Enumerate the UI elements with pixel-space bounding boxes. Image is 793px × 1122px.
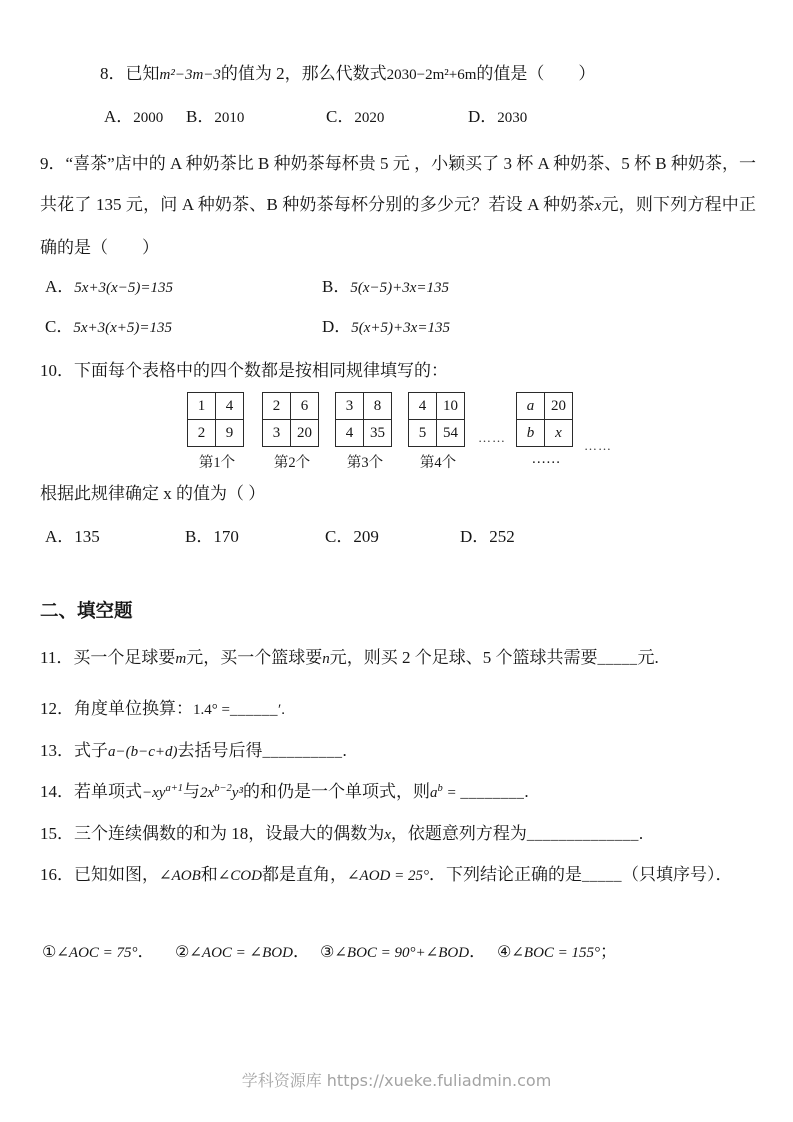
table-cell: a <box>517 393 545 420</box>
question-9-options <box>40 276 756 342</box>
question-16-conclusions <box>40 940 756 966</box>
option-label: D． <box>468 107 498 126</box>
equals-sign: = <box>442 785 461 801</box>
ellipsis-dots: …… <box>478 430 506 445</box>
separator: ． <box>469 942 487 961</box>
option-value: 2010 <box>214 110 245 126</box>
pattern-table-n <box>516 392 573 447</box>
conclusion-2 <box>175 940 310 965</box>
option-label: B． <box>185 527 214 546</box>
q16-angle-aob: ∠AOB <box>159 868 201 884</box>
q12-text: 12．角度单位换算： <box>40 699 193 718</box>
q8-expression-2: 2030−2m²+6m <box>386 67 477 83</box>
table-cell: 4 <box>216 393 244 420</box>
q8-expression-1: m²−3m−3 <box>159 67 221 83</box>
table-cell: 6 <box>291 393 319 420</box>
table-cell: 8 <box>364 393 392 420</box>
option-value: 2000 <box>133 110 164 126</box>
q13-text: . <box>342 741 347 760</box>
table-cell: 4 <box>409 393 437 420</box>
circled-number-icon: ③ <box>320 942 335 961</box>
table-cell: 10 <box>437 393 465 420</box>
option-label: B． <box>322 277 351 296</box>
question-11 <box>40 637 756 680</box>
base: y³ <box>231 785 243 801</box>
option-equation: 5x+3(x−5)=135 <box>74 280 173 296</box>
q10-option-d <box>460 526 515 548</box>
q10-follow-text: 根据此规律确定 x 的值为（ ） <box>40 484 266 503</box>
q16-text: 16．已知如图， <box>40 865 159 884</box>
q16-angle-aod: ∠AOD = 25° <box>346 868 430 884</box>
table-cell: 3 <box>336 393 364 420</box>
q10-text: 10．下面每个表格中的四个数都是按相同规律填写的： <box>40 361 448 380</box>
option-label: C． <box>326 107 355 126</box>
base: 2x <box>200 785 215 801</box>
q9-option-d <box>322 316 450 339</box>
section-title-text: 二、填空题 <box>40 602 133 622</box>
option-label: A． <box>45 277 75 296</box>
q12-unit-mark: ′. <box>277 702 285 718</box>
question-12 <box>40 688 756 731</box>
pattern-table-4-label: 第4个 <box>419 455 457 471</box>
pattern-tables-figure <box>40 392 756 480</box>
answer-blank: _____ <box>582 868 623 884</box>
pattern-table-4 <box>408 392 465 447</box>
conclusion-text: ∠AOC = 75° <box>56 945 138 961</box>
answer-blank: __________ <box>262 744 343 760</box>
table-cell: 5 <box>409 420 437 447</box>
question-14 <box>40 771 756 814</box>
q14-text: 14．若单项式 <box>40 782 142 801</box>
q15-text: . <box>638 824 644 843</box>
table-cell: 3 <box>263 420 291 447</box>
q9-variable-x: x <box>594 198 602 214</box>
circled-number-icon: ④ <box>497 942 512 961</box>
pattern-table-n-label: …… <box>531 451 561 467</box>
q8-option-d <box>468 106 527 129</box>
q11-text: 11．买一个足球要 <box>40 648 176 667</box>
option-label: C． <box>45 317 74 336</box>
q8-text: 的值是（ ） <box>476 64 596 83</box>
table-cell: x <box>545 420 573 447</box>
table-cell: b <box>517 420 545 447</box>
option-value: 170 <box>213 527 239 546</box>
q12-expression: 1.4° = <box>193 702 230 718</box>
answer-blank: ______________ <box>526 827 639 843</box>
q16-text: 都是直角， <box>261 865 347 884</box>
exponent: b−2 <box>214 783 232 794</box>
circled-number-icon: ② <box>175 942 190 961</box>
pattern-table-1 <box>187 392 244 447</box>
q11-variable-n: n <box>322 651 330 667</box>
question-16 <box>40 854 756 897</box>
option-label: A． <box>45 527 75 546</box>
q15-text: ，依题意列方程为 <box>390 824 527 843</box>
q11-text: 元，则买 2 个足球、5 个篮球共需要 <box>329 648 598 667</box>
q16-text: （只填序号）． <box>622 865 733 884</box>
footer-watermark: 学科资源库 https://xueke.fuliadmin.com <box>241 1071 552 1090</box>
option-value: 209 <box>353 527 379 546</box>
q11-text: 元. <box>637 648 659 667</box>
question-10-follow <box>40 473 756 514</box>
table-cell: 9 <box>216 420 244 447</box>
pattern-table-2 <box>262 392 319 447</box>
option-label: D． <box>322 317 352 336</box>
question-15 <box>40 813 756 856</box>
separator: ． <box>137 942 155 961</box>
option-equation: 5x+3(x+5)=135 <box>73 320 173 336</box>
conclusion-text: ∠AOC = ∠BOD <box>189 945 293 961</box>
option-value: 135 <box>74 527 100 546</box>
option-equation: 5(x−5)+3x=135 <box>350 280 450 296</box>
q13-expression: a−(b−c+d) <box>108 744 178 760</box>
table-cell: 2 <box>188 420 216 447</box>
answer-blank: ________ <box>460 785 525 801</box>
q8-option-b <box>186 106 244 129</box>
pattern-table-1-label: 第1个 <box>198 455 236 471</box>
conclusion-3 <box>320 940 486 965</box>
q14-text: . <box>524 782 529 801</box>
table-cell: 20 <box>545 393 573 420</box>
q10-option-b <box>185 526 239 548</box>
q9-option-a <box>45 276 173 299</box>
q10-option-a <box>45 526 100 548</box>
base: −xy <box>142 785 166 801</box>
table-cell: 4 <box>336 420 364 447</box>
question-10-stem <box>40 350 756 391</box>
q13-text: 13．式子 <box>40 741 108 760</box>
q9-option-c <box>45 316 172 339</box>
question-13 <box>40 730 756 773</box>
q16-angle-cod: ∠COD <box>217 868 262 884</box>
separator: ； <box>600 942 618 961</box>
conclusion-text: ∠BOC = 155° <box>511 945 601 961</box>
q14-answer-expression <box>430 785 460 801</box>
option-label: C． <box>325 527 354 546</box>
option-label: B． <box>186 107 215 126</box>
q14-text: 的和仍是一个单项式，则 <box>242 782 430 801</box>
q15-variable-x: x <box>384 827 391 843</box>
option-value: 2030 <box>497 110 528 126</box>
q8-text: 的值为 2，那么代数式 <box>220 64 387 83</box>
circled-number-icon: ① <box>42 942 57 961</box>
option-label: A． <box>104 107 134 126</box>
exponent: a+1 <box>165 783 184 794</box>
answer-blank: ______ <box>229 702 278 718</box>
pattern-table-3-label: 第3个 <box>346 455 384 471</box>
conclusion-text: ∠BOC = 90°+∠BOD <box>334 945 470 961</box>
table-cell: 1 <box>188 393 216 420</box>
q16-text: ．下列结论正确的是 <box>429 865 583 884</box>
table-cell: 54 <box>437 420 465 447</box>
option-value: 252 <box>489 527 515 546</box>
conclusion-1 <box>42 940 155 965</box>
q9-text: 元，则下列方程中正确的是（ ） <box>40 195 756 257</box>
q13-text: 去括号后得 <box>177 741 263 760</box>
option-equation: 5(x+5)+3x=135 <box>351 320 450 336</box>
table-cell: 20 <box>291 420 319 447</box>
table-cell: 2 <box>263 393 291 420</box>
exponent: b <box>437 783 443 794</box>
pattern-table-2-label: 第2个 <box>273 455 311 471</box>
question-8-options <box>100 106 760 130</box>
q8-option-a <box>104 106 163 129</box>
q14-monomial-2 <box>200 785 243 801</box>
ellipsis-dots: …… <box>584 438 612 453</box>
q16-text: 和 <box>200 865 218 884</box>
q8-option-c <box>326 106 384 129</box>
q11-text: 元，买一个篮球要 <box>186 648 323 667</box>
conclusion-4 <box>497 940 617 965</box>
q11-variable-m: m <box>175 651 187 667</box>
q15-text: 15．三个连续偶数的和为 18，设最大的偶数为 <box>40 824 385 843</box>
separator: ． <box>292 942 310 961</box>
question-10-options <box>40 526 756 550</box>
base: a <box>429 785 438 801</box>
q9-option-b <box>322 276 449 299</box>
table-cell: 35 <box>364 420 392 447</box>
question-8-stem <box>100 53 760 96</box>
pattern-table-3 <box>335 392 392 447</box>
q9-text: 9．“喜茶”店中的 A 种奶茶比 B 种奶茶每杯贵 5 元 ，小颖买了 3 杯 A 种奶茶、5 杯 B 种奶茶，一共花了 135 元，问 A 种奶茶、B 种奶茶每杯分别的多少元？若设 A 种奶茶 <box>40 154 756 214</box>
q14-monomial-1 <box>142 785 183 801</box>
question-9-stem <box>40 143 756 268</box>
q8-text: 8．已知 <box>100 64 160 83</box>
answer-blank: _____ <box>597 651 638 667</box>
q14-text: 与 <box>183 782 201 801</box>
section-2-title <box>40 592 756 633</box>
option-label: D． <box>460 527 490 546</box>
option-value: 2020 <box>354 110 385 126</box>
q10-option-c <box>325 526 379 548</box>
